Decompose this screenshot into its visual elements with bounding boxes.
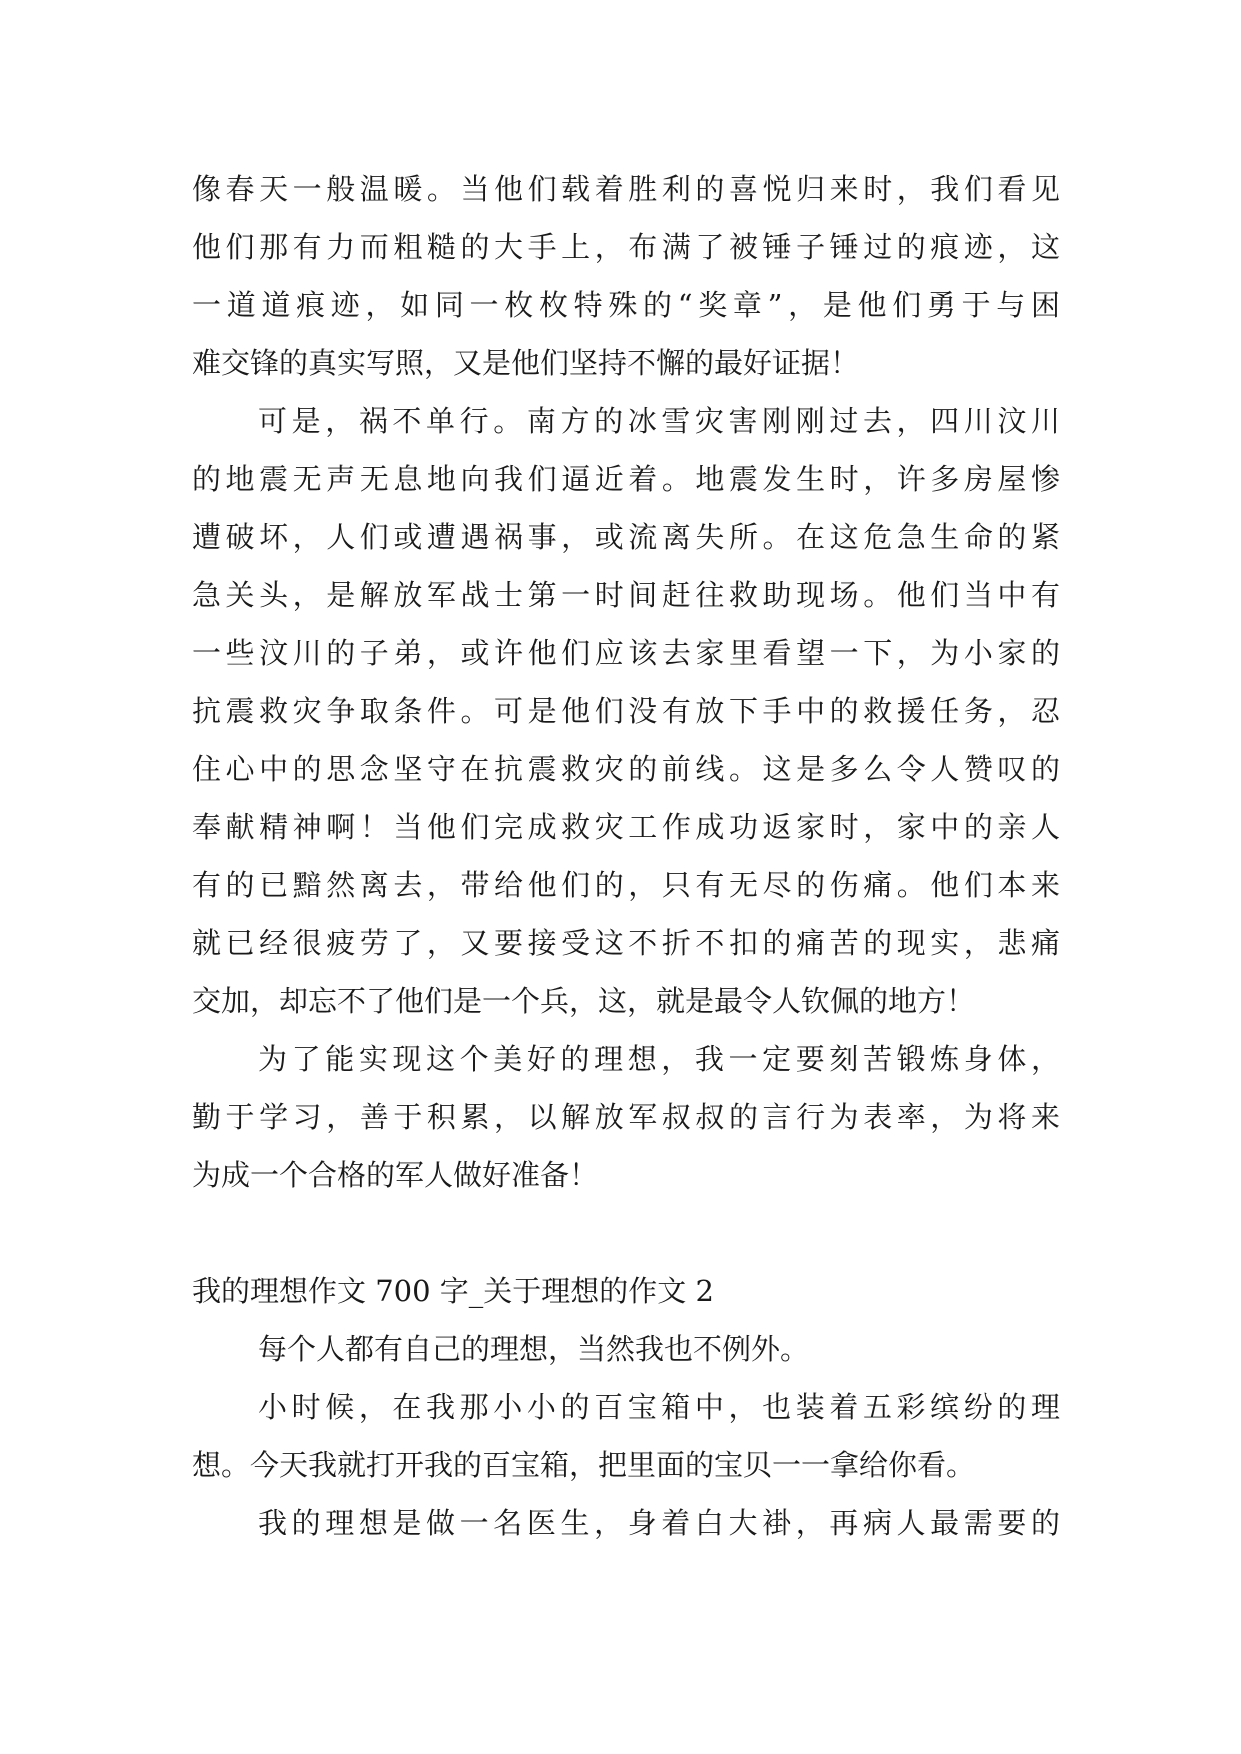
text-line: 就已经很疲劳了，又要接受这不折不扣的痛苦的现实，悲痛 [192,926,1060,960]
text-line: 勤于学习，善于积累，以解放军叔叔的言行为表率，为将来 [192,1100,1060,1134]
text-line: 每个人都有自己的理想，当然我也不例外。 [258,1332,810,1366]
text-line: 可是，祸不单行。南方的冰雪灾害刚刚过去，四川汶川 [258,404,1060,438]
text-line: 像春天一般温暖。当他们载着胜利的喜悦归来时，我们看见 [192,172,1060,206]
paragraph [192,392,1060,1030]
text-line: 住心中的思念坚守在抗震救灾的前线。这是多么令人赞叹的 [192,752,1060,786]
text-line: 有的已黯然离去，带给他们的，只有无尽的伤痛。他们本来 [192,868,1060,902]
text-line: 小时候，在我那小小的百宝箱中，也装着五彩缤纷的理 [258,1390,1060,1424]
text-line: 急关头，是解放军战士第一时间赶往救助现场。他们当中有 [192,578,1060,612]
text-line: 的地震无声无息地向我们逼近着。地震发生时，许多房屋惨 [192,462,1060,496]
text-line: 难交锋的真实写照，又是他们坚持不懈的最好证据！ [192,346,860,380]
text-line: 抗震救灾争取条件。可是他们没有放下手中的救援任务，忍 [192,694,1060,728]
paragraph [192,1494,1060,1552]
paragraph-gap [192,1204,1060,1262]
text-line: 为了能实现这个美好的理想，我一定要刻苦锻炼身体， [258,1042,1060,1076]
text-line: 他们那有力而粗糙的大手上，布满了被锤子锤过的痕迹，这 [192,230,1060,264]
text-line: 我的理想是做一名医生，身着白大褂，再病人最需要的 [258,1506,1060,1540]
text-line: 交加，却忘不了他们是一个兵，这，就是最令人钦佩的地方！ [192,984,976,1018]
paragraph [192,160,1060,392]
section-title: 我的理想作文 700 字_关于理想的作文 2 [192,1274,714,1308]
document-body [192,160,1060,1552]
text-line: 奉献精神啊！当他们完成救灾工作成功返家时，家中的亲人 [192,810,1060,844]
text-line: 为成一个合格的军人做好准备！ [192,1158,599,1192]
paragraph [192,1030,1060,1204]
text-line: 一道道痕迹，如同一枚枚特殊的“奖章”，是他们勇于与困 [192,288,1060,322]
paragraph [192,1378,1060,1494]
text-line: 遭破坏，人们或遭遇祸事，或流离失所。在这危急生命的紧 [192,520,1060,554]
paragraph [192,1320,1060,1378]
text-line: 一些汶川的子弟，或许他们应该去家里看望一下，为小家的 [192,636,1060,670]
text-line: 想。今天我就打开我的百宝箱，把里面的宝贝一一拿给你看。 [192,1448,976,1482]
